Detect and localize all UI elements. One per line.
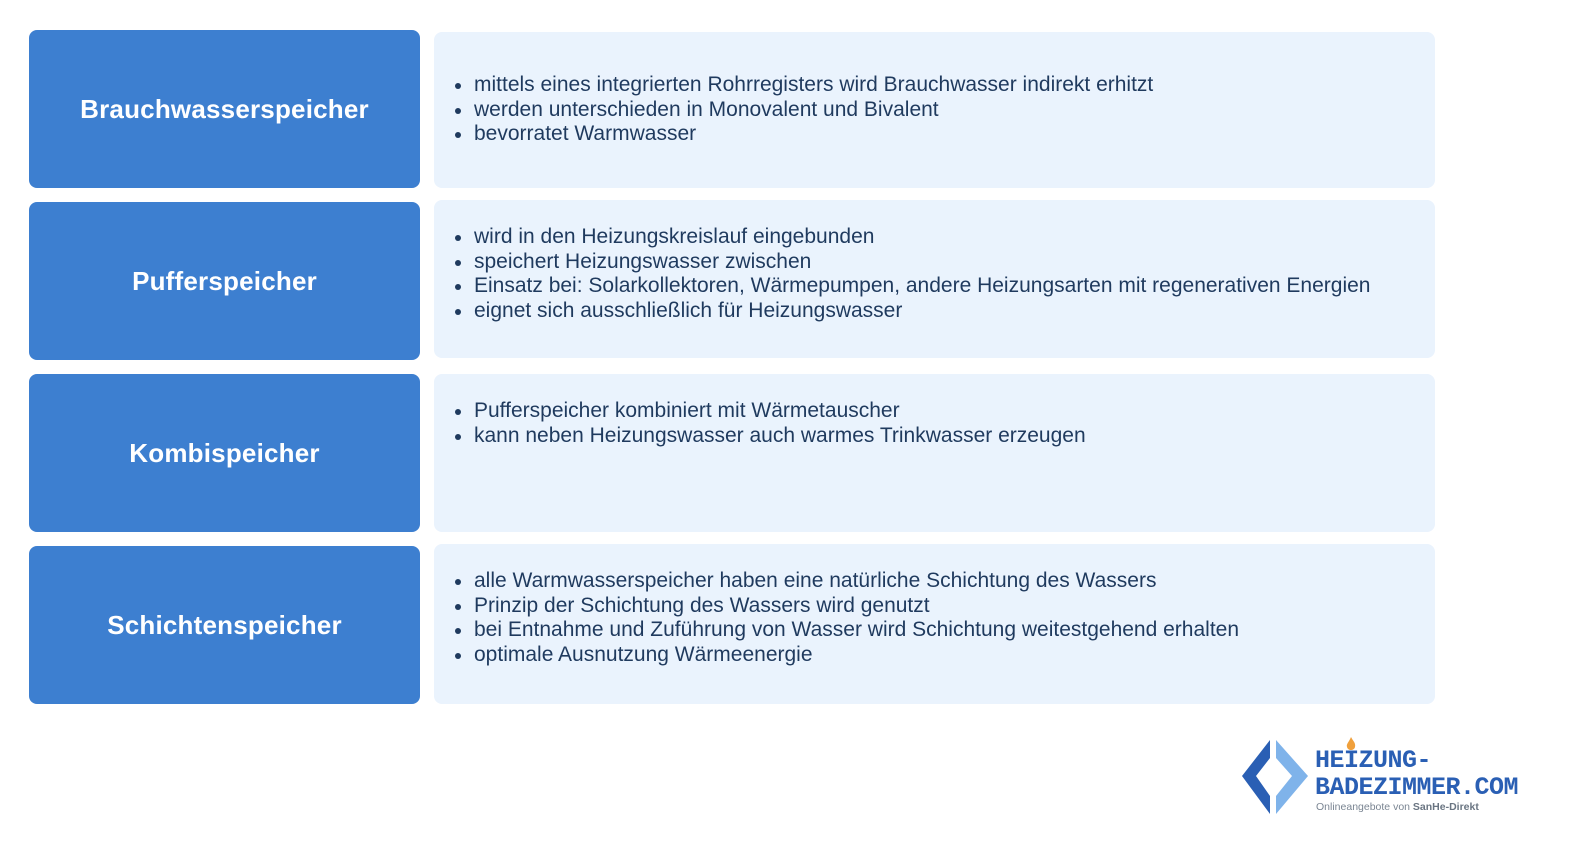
feature-list <box>474 569 1239 668</box>
logo-subtitle-prefix: Onlineangebote von <box>1316 801 1413 813</box>
feature-item: Pufferspeicher kombiniert mit Wärmetauscher <box>474 399 1086 424</box>
feature-item: bei Entnahme und Zuführung von Wasser wird Schichtung weitestgehend erhalten <box>474 618 1240 642</box>
feature-item: eignet sich ausschließlich für Heizungswasser <box>474 299 1370 324</box>
speicher-row-brauchwasser <box>29 30 1435 188</box>
feature-list <box>474 399 1086 448</box>
speicher-label-box <box>29 374 420 532</box>
feature-item: mittels eines integrierten Rohrregisters wird Brauchwasser indirekt erhitzt <box>474 73 1154 96</box>
speicher-description-box <box>434 200 1435 358</box>
feature-item: Prinzip der Schichtung des Wassers wird genutzt <box>474 594 1239 619</box>
speicher-title: Pufferspeicher <box>132 265 317 296</box>
speicher-description-box <box>434 544 1435 704</box>
feature-item: bevorratet Warmwasser <box>474 122 1153 147</box>
feature-item: optimale Ausnutzung Wärmeenergie <box>474 643 1239 668</box>
logo-diamond-icon <box>1240 736 1316 820</box>
brand-logo[interactable] <box>1240 736 1560 820</box>
speicher-title: Kombispeicher <box>129 437 320 468</box>
logo-text-line2: BADEZIMMER.COM <box>1315 773 1519 802</box>
feature-list <box>474 73 1153 147</box>
feature-item: kann neben Heizungswasser auch warmes Trinkwasser erzeugen <box>474 423 1086 447</box>
speicher-description-box <box>434 32 1435 188</box>
speicher-title: Brauchwasserspeicher <box>80 93 369 124</box>
speicher-row-kombi <box>29 374 1435 532</box>
logo-subtitle <box>1316 801 1479 813</box>
speicher-row-schichten <box>29 546 1435 704</box>
speicher-title: Schichtenspeicher <box>107 609 342 640</box>
feature-item: wird in den Heizungskreislauf eingebunden <box>474 225 1370 250</box>
speicher-description-box <box>434 374 1435 532</box>
feature-list <box>474 225 1370 324</box>
feature-item: alle Warmwasserspeicher haben eine natürliche Schichtung des Wassers <box>474 569 1239 594</box>
logo-subtitle-brand: SanHe-Direkt <box>1412 801 1479 813</box>
speicher-label-box <box>29 546 420 704</box>
speicher-row-puffer <box>29 202 1435 360</box>
feature-item: speichert Heizungswasser zwischen <box>474 250 1370 275</box>
feature-item: werden unterschieden in Monovalent und Bivalent <box>474 98 1153 123</box>
speicher-label-box <box>29 30 420 188</box>
speicher-label-box <box>29 202 420 360</box>
feature-item: Einsatz bei: Solarkollektoren, Wärmepumpen, andere Heizungsarten mit regenerativen Energien <box>474 274 1371 298</box>
logo-text-line1: HEIZUNG- <box>1315 746 1432 775</box>
